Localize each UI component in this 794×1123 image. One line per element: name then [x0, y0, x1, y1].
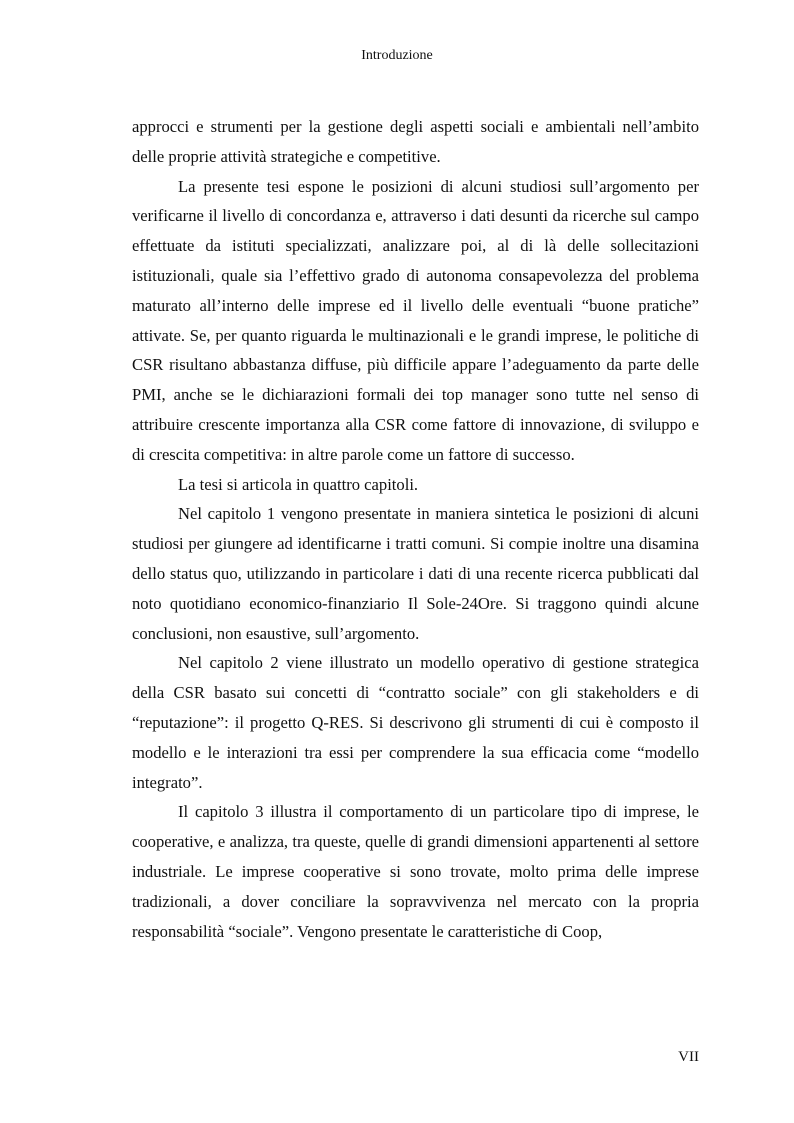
paragraph: approcci e strumenti per la gestione degli aspetti sociali e ambientali nell’ambito delle proprie attività strategiche e competitive.: [132, 117, 699, 166]
paragraph: Il capitolo 3 illustra il comportamento di un particolare tipo di imprese, le cooperative, e analizza, tra queste, quelle di grandi dimensioni appartenenti al settore industriale. Le imprese cooperative si sono trovate, molto prima delle imprese tradizionali, a dover conciliare la sopravvivenza nel mercato con la propria responsabilità “sociale”. Vengono presentate le caratteristiche di Coop,: [132, 802, 699, 941]
running-header: Introduzione: [361, 48, 433, 63]
paragraph: Nel capitolo 2 viene illustrato un modello operativo di gestione strategica della CSR basato sui concetti di “contratto sociale” con gli stakeholders e di “reputazione”: il progetto Q-RES. Si descrivono gli strumenti di cui è composto il modello e le interazioni tra essi per comprendere la sua efficacia come “modello integrato”.: [132, 653, 699, 792]
paragraph: Nel capitolo 1 vengono presentate in maniera sintetica le posizioni di alcuni studiosi per giungere ad identificarne i tratti comuni. Si compie inoltre una disamina dello status quo, utilizzando in particolare i dati di una recente ricerca pubblicati dal noto quotidiano economico-finanziario Il Sole-24Ore. Si traggono quindi alcune conclusioni, non esaustive, sull’argomento.: [132, 504, 699, 643]
paragraph: La presente tesi espone le posizioni di alcuni studiosi sull’argomento per verificarne il livello di concordanza e, attraverso i dati desunti da ricerche sul campo effettuate da istituti specializzati, analizzare poi, al di là delle sollecitazioni istituzionali, quale sia l’effettivo grado di autonoma consapevolezza del problema maturato all’interno delle imprese ed il livello delle eventuali “buone pratiche” attivate. Se, per quanto riguarda le multinazionali e le grandi imprese, le politiche di CSR risultano abbastanza diffuse, più difficile appare l’adeguamento da parte delle PMI, anche se le dichiarazioni formali dei top manager sono tutte nel senso di attribuire crescente importanza alla CSR come fattore di innovazione, di sviluppo e di crescita competitiva: in altre parole come un fattore di successo.: [132, 176, 699, 464]
paragraph: La tesi si articola in quattro capitoli.: [178, 474, 419, 494]
body-text: [132, 112, 699, 946]
page-number: VII: [678, 1049, 699, 1065]
